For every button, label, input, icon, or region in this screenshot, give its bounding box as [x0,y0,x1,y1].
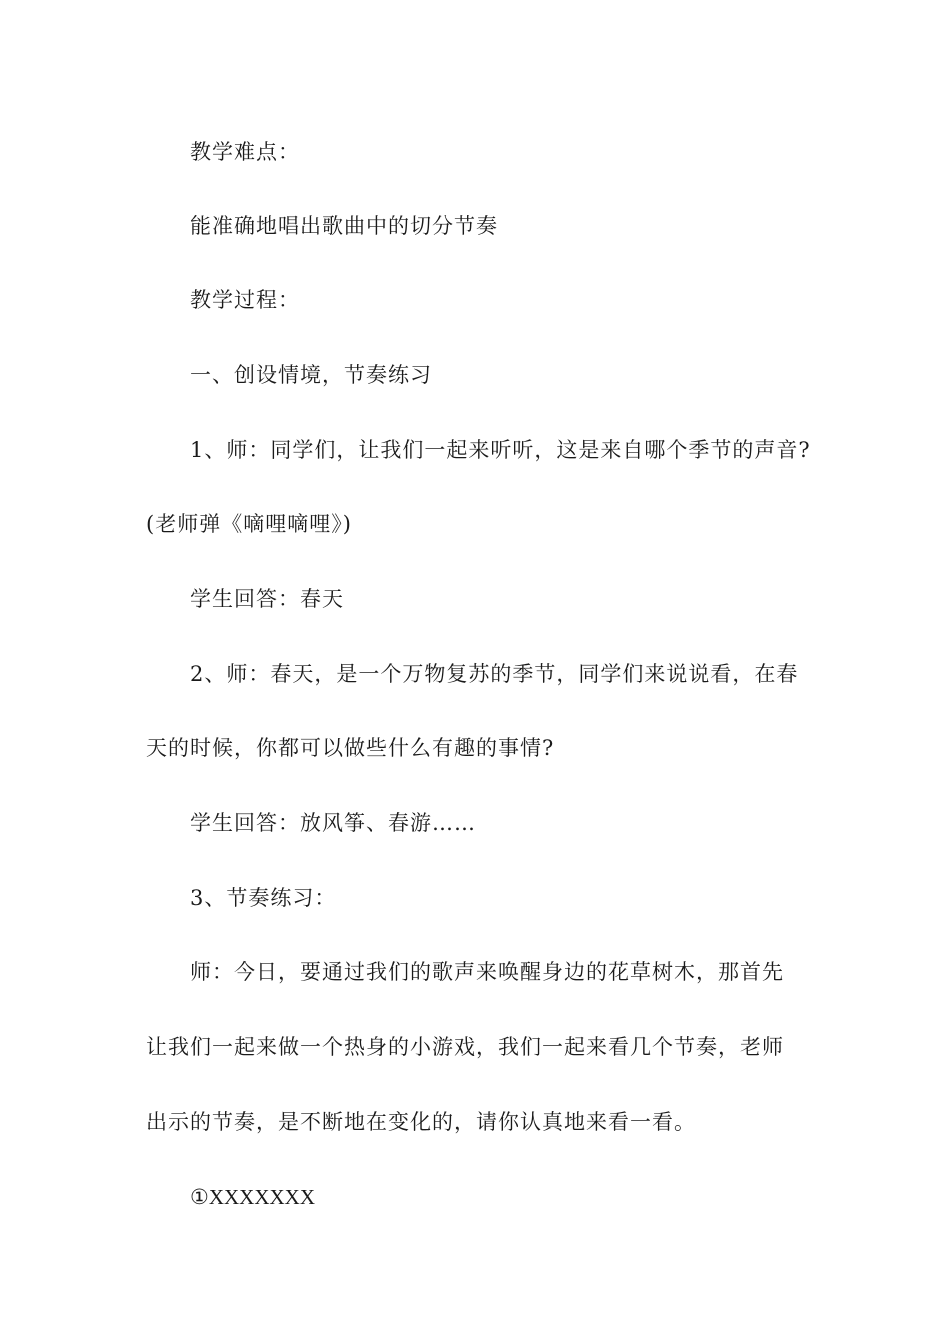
paragraph-step-1-line-1: 1、师：同学们，让我们一起来听听，这是来自哪个季节的声音? [190,438,811,462]
paragraph-difficulty-content: 能准确地唱出歌曲中的切分节奏 [190,214,498,238]
heading-teaching-process: 教学过程： [190,288,300,312]
paragraph-step-3: 3、节奏练习： [190,886,337,910]
paragraph-teacher-line-2: 让我们一起来做一个热身的小游戏，我们一起来看几个节奏，老师 [146,1035,784,1059]
heading-teaching-difficulty: 教学难点： [190,140,300,164]
paragraph-step-2-line-2: 天的时候，你都可以做些什么有趣的事情? [146,736,555,760]
paragraph-step-1-line-2: (老师弹《嘀哩嘀哩》) [146,512,352,536]
paragraph-teacher-line-1: 师：今日，要通过我们的歌声来唤醒身边的花草树木，那首先 [190,960,784,984]
paragraph-teacher-line-3: 出示的节奏，是不断地在变化的，请你认真地来看一看。 [146,1110,696,1134]
section-heading-one: 一、创设情境，节奏练习 [190,363,432,387]
paragraph-step-2-line-1: 2、师：春天，是一个万物复苏的季节，同学们来说说看，在春 [190,662,799,686]
rhythm-pattern-1: ①XXXXXXX [190,1185,315,1209]
paragraph-student-answer-1: 学生回答：春天 [190,587,344,611]
paragraph-student-answer-2: 学生回答：放风筝、春游…… [190,811,476,835]
